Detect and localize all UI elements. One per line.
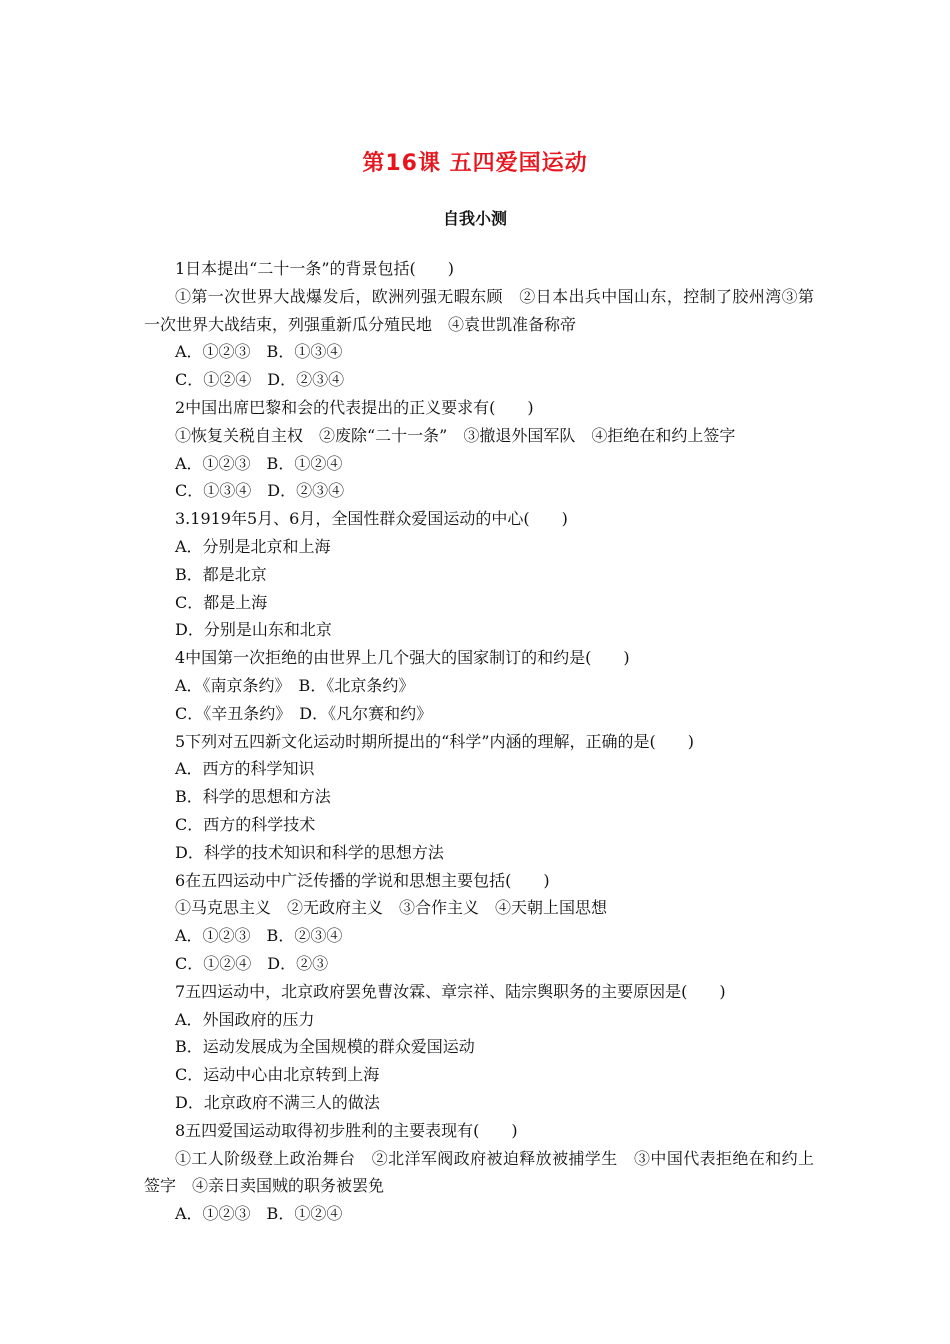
question-line: D．北京政府不满三人的做法 [175, 1092, 380, 1112]
question-line: A．《南京条约》 B．《北京条约》 [175, 675, 415, 695]
question-line: C．运动中心由北京转到上海 [175, 1065, 380, 1085]
page-title: 第16课 五四爱国运动 [362, 151, 588, 176]
question-line: B．都是北京 [175, 564, 267, 584]
question-line: C．①②④ D．②③④ [175, 370, 345, 390]
question-line: ①工人阶级登上政治舞台 ②北洋军阀政府被迫释放被捕学生 ③中国代表拒绝在和约上签字 ④亲日卖国贼的职务被罢免 [144, 1148, 814, 1196]
question-line: A．①②③ B．①③④ [175, 342, 343, 362]
question-line: C．西方的科学技术 [175, 814, 316, 834]
question-line: 5下列对五四新文化运动时期所提出的“科学”内涵的理解，正确的是( ) [175, 731, 695, 751]
question-line: 3.1919年5月、6月，全国性群众爱国运动的中心( ) [175, 509, 568, 529]
question-line: C．①③④ D．②③④ [175, 481, 345, 501]
question-line: A．①②③ B．②③④ [175, 926, 343, 946]
question-line: 7五四运动中，北京政府罢免曹汝霖、章宗祥、陆宗舆职务的主要原因是( ) [175, 981, 726, 1001]
question-line: 6在五四运动中广泛传播的学说和思想主要包括( ) [175, 870, 550, 890]
question-line: C．都是上海 [175, 592, 268, 612]
question-line: D．分别是山东和北京 [175, 620, 332, 640]
question-line: C．《辛丑条约》 D．《凡尔赛和约》 [175, 703, 433, 723]
question-line: ①恢复关税自主权 ②废除“二十一条” ③撤退外国军队 ④拒绝在和约上签字 [175, 425, 736, 445]
question-line: B．科学的思想和方法 [175, 787, 331, 807]
question-line: A．①②③ B．①②④ [175, 453, 343, 473]
question-line: 4中国第一次拒绝的由世界上几个强大的国家制订的和约是( ) [175, 648, 630, 668]
question-line: C．①②④ D．②③ [175, 953, 329, 973]
question-line: A．西方的科学知识 [175, 759, 315, 779]
question-line: 2中国出席巴黎和会的代表提出的正义要求有( ) [175, 397, 534, 417]
question-line: ①第一次世界大战爆发后，欧洲列强无暇东顾 ②日本出兵中国山东，控制了胶州湾③第一次世界大战结束，列强重新瓜分殖民地 ④袁世凯准备称帝 [144, 286, 814, 334]
question-line: 8五四爱国运动取得初步胜利的主要表现有( ) [175, 1120, 518, 1140]
question-line: A．分别是北京和上海 [175, 536, 331, 556]
section-subtitle: 自我小测 [442, 209, 507, 228]
question-line: A．外国政府的压力 [175, 1009, 315, 1029]
question-line: A．①②③ B．①②④ [175, 1204, 343, 1224]
question-list [144, 255, 814, 1228]
question-line: 1日本提出“二十一条”的背景包括( ) [175, 259, 455, 278]
question-line: D．科学的技术知识和科学的思想方法 [175, 842, 444, 862]
question-line: B．运动发展成为全国规模的群众爱国运动 [175, 1037, 475, 1057]
question-line: ①马克思主义 ②无政府主义 ③合作主义 ④天朝上国思想 [175, 898, 608, 918]
